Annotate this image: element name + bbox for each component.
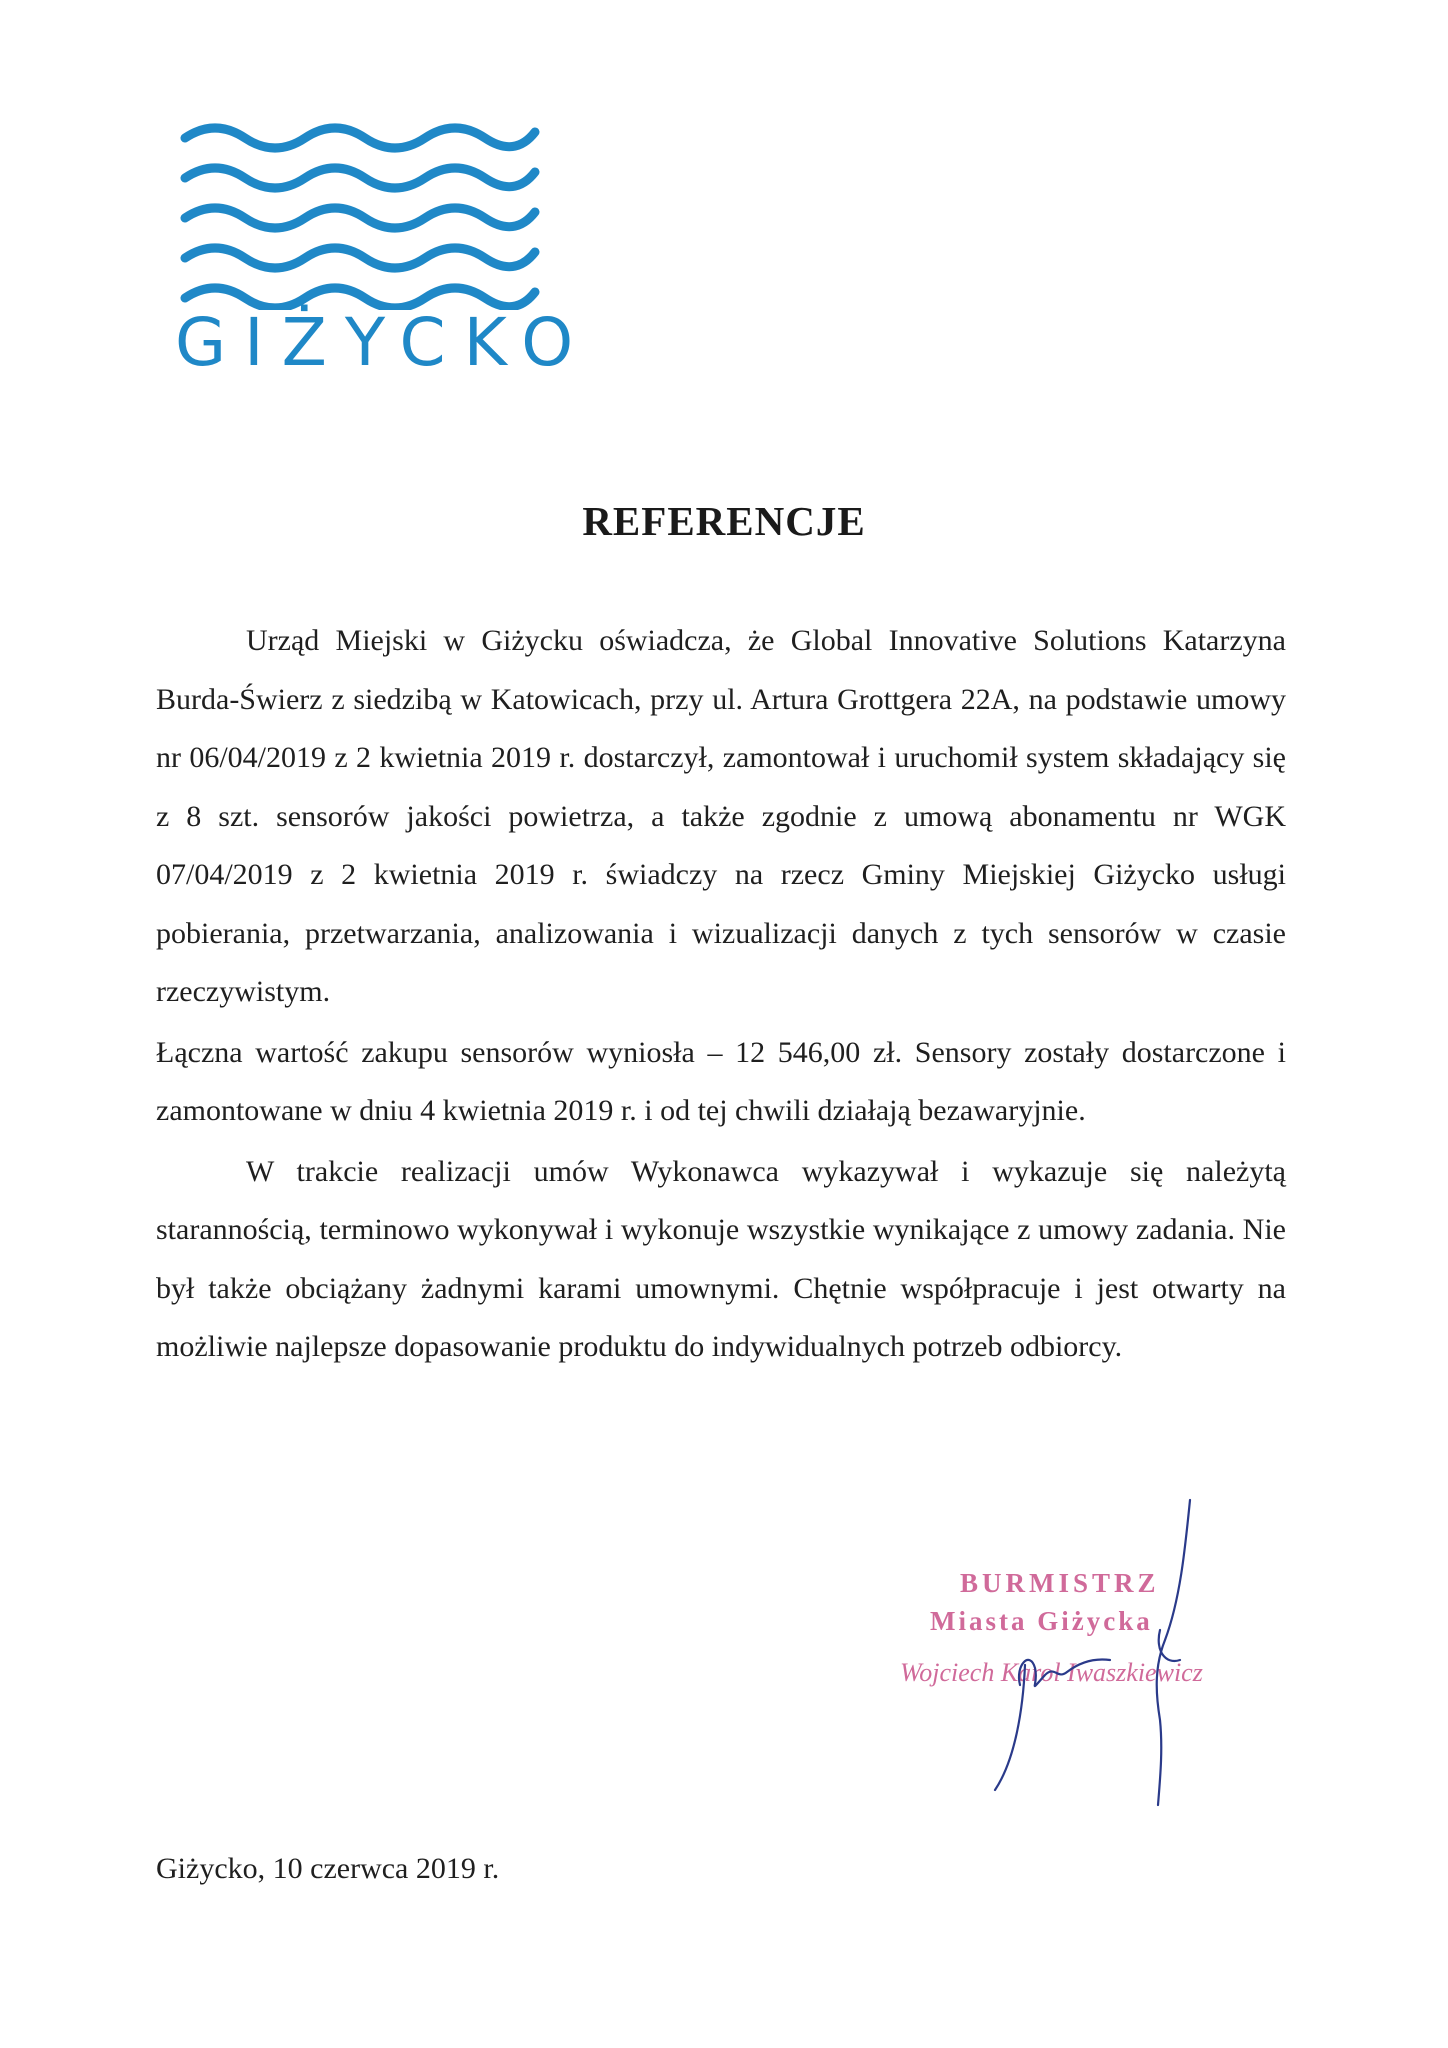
paragraph-1: Urząd Miejski w Giżycku oświadcza, że Global Innovative Solutions Katarzyna Burda-Świerz z siedzibą w Katowicach, przy ul. Artura Grottgera 22A, na podstawie umowy nr 06/04/2019 z 2 kwietnia 2019 r. dostarczył, zamontował i uruchomił system składający się z 8 szt. sensorów jakości powietrza, a także zgodnie z umową abonamentu nr WGK 07/04/2019 z 2 kwietnia 2019 r. świadczy na rzecz Gminy Miejskiej Giżycko usługi pobierania, przetwarzania, analizowania i wizualizacji danych z tych sensorów w czasie rzeczywistym. <box>156 624 1286 1008</box>
document-body <box>156 612 1286 1377</box>
stamp-person: Wojciech Karol Iwaszkiewicz <box>900 1658 1203 1687</box>
logo-wordmark: GIŻYCKO <box>175 304 592 381</box>
stamp-title: BURMISTRZ <box>960 1568 1160 1598</box>
stamp-office: Miasta Giżycka <box>930 1606 1153 1636</box>
place-and-date: Giżycko, 10 czerwca 2019 r. <box>156 1852 500 1885</box>
waves-icon <box>175 110 545 310</box>
paragraph-3: W trakcie realizacji umów Wykonawca wykazywał i wykazuje się należytą starannością, terminowo wykonywał i wykonuje wszystkie wynikające z umowy zadania. Nie był także obciążany żadnymi karami umownymi. Chętnie współpracuje i jest otwarty na możliwie najlepsze dopasowanie produktu do indywidualnych potrzeb odbiorcy. <box>156 1154 1286 1363</box>
handwritten-signature-icon <box>955 1490 1215 1810</box>
document-title: REFERENCJE <box>582 498 866 544</box>
gizycko-logo <box>175 110 592 390</box>
paragraph-2: Łączna wartość zakupu sensorów wyniosła – 12 546,00 zł. Sensory zostały dostarczone i zamontowane w dniu 4 kwietnia 2019 r. i od tej chwili działają bezawaryjnie. <box>156 1035 1286 1127</box>
